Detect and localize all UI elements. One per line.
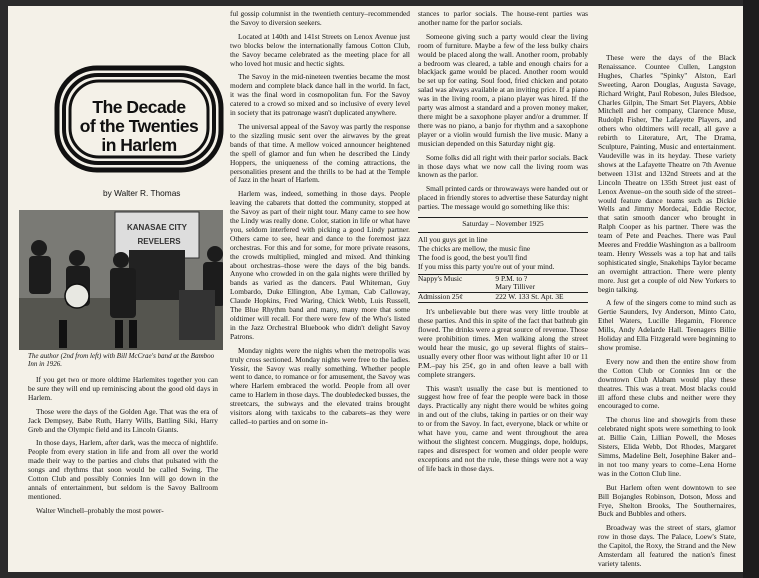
paragraph: The Savoy in the mid-nineteen twenties became the most modern and complete black dance hall in the world. In fact, it was the final word in cosmopolitan fun. For the Savoy catered to a crowd so mixed and so inclusive of every level in society that its patronage wasn't duplicated anywhere.	[230, 72, 410, 118]
column-3	[418, 10, 588, 479]
paragraph: These were the days of the Black Renaissance. Countee Cullen, Langston Hughes, Charles "Spinky" Alston, Earl Sweeting, Aaron Douglas, Augusta Savage, Richard Wright, Paul Robeson, Jules Bledsoe, Charles Gilpin, The Smart Set Players, Abbie Mitchell and her company, Clarence Muse, Rudolph Fisher, The Lafayette Players, and others who oldtimers will recall, all gave a rebirth to Literature, Art, The Drama, Sculpture, Painting, Music and entertainment. Vaudeville was in its heyday. These variety shows at the Lafayette Theatre on 7th Avenue between 131st and 132nd Streets and at the Lincoln Theatre on 135th Street just east of Lenox Avenue–on the south side of the street–would feature dance teams such as Dickie Wells and Jimmy Mordecai, Eddie Rector, that satin smooth dancer who brought in Ralph Cooper as his partner. There was the team of Pete and Peaches. There was Paul Meeres and Freddie Washington as a ballroom team. Henry Wessels was a top hat and tails sophisticated single, Snakehips Taylor became an overnight attraction. There were plenty more. Just get a couple of old New Yorkers to begin talking.	[598, 53, 736, 294]
column-1	[28, 376, 218, 521]
flyer-details	[418, 274, 588, 303]
byline: by Walter R. Thomas	[103, 188, 181, 198]
paragraph: In those days, Harlem, after dark, was the mecca of nightlife. People from every station in life and from all over the world made their way to the parties and clubs that pulsated with the songs and rhythms that soon would be called Swing. The Cotton Club and possibly Connies Inn will go down in the annals of entertainment, but seldom is the Savoy Ballroom mentioned.	[28, 438, 218, 501]
flyer-line: The chicks are mellow, the music fine	[418, 243, 531, 253]
paragraph: If you get two or more oldtime Harlemites together you can be sure they will end up reminiscing about the good old days in Harlem.	[28, 375, 218, 402]
paragraph: Those were the days of the Golden Age. That was the era of Jack Dempsey, Babe Ruth, Harry Wills, Battling Siki, Harry Greb and the Olympic field and its Lincoln Giants.	[28, 406, 218, 434]
paragraph: ful gossip columnist in the twentieth century–recommended the Savoy to diversion seekers.	[230, 9, 410, 27]
column-2	[230, 10, 410, 432]
paragraph: A few of the singers come to mind such as Gertie Saunders, Ivy Anderson, Minto Cato, Ethel Waters, Lucille Hegamin, Florence Mills, Andy Adelarde Hall. Teenagers Billie Holiday and Ella Fitzgerald were beginning to show promise.	[598, 298, 736, 352]
flyer-heading: Saturday – November 1925	[462, 219, 544, 229]
flyer-cell: 222 W. 133 St. Apt. 3E	[495, 292, 564, 302]
flyer-line: All you guys get in line	[418, 234, 488, 244]
title-line: of the Twenties	[79, 116, 199, 136]
page-edge	[743, 0, 759, 578]
paragraph: It's unbelievable but there was very little trouble at these parties. And this in spite of the fact that bathtub gin flowed. The drinks were a great source of revenue. Those were prohibition times. Men walking along the street would hear the music, go up several flights of stairs–usually every other floor was without light after 10 or 11 P.M.–pay his 25¢, go in and often leave a ball with complete strangers.	[418, 307, 588, 379]
flyer-line: The food is good, the best you'll find	[418, 252, 527, 262]
flyer-cell: 9 P.M. to ?	[495, 273, 528, 283]
paragraph: Broadway was the street of stars, glamor row in those days. The Palace, Loew's State, the Capitol, the Roxy, the Strand and the New Amsterdam all featured the nation's finest variety talents.	[598, 523, 736, 568]
paragraph: Located at 140th and 141st Streets on Lenox Avenue just two blocks below the internationally famous Cotton Club, the Savoy became celebrated as the meeting place for all who loved hot music and hectic sights.	[230, 31, 410, 68]
paragraph: The universal appeal of the Savoy was partly the response to the sizzling music sent over the airwaves by the great bands of that time. A mellow voiced announcer heightened the spell of glamor and fun when he described the Lindy Hoppers, the uniqueness of the coming attractions, the personalities present and the thrills to be had at the Temple of Jazz in the heart of Harlem.	[230, 121, 410, 185]
paragraph: Small printed cards or throwaways were handed out or placed in friendly stores to advertise these Saturday night parties. The message would go something like this:	[418, 184, 588, 212]
title-line: The Decade	[92, 97, 186, 117]
paragraph: Someone giving such a party would clear the living room of furniture. Maybe a few of the less bulky chairs would be placed along the wall. Another room, probably a bedroom was cleared, a table and enough chairs for a blackjack game would be placed. Another room would be set up for eating. Soul food, fried chicken and potato salad was always available at an inviting price. If a piano was in the living room, a piano player was hired. If the party was almost a standard and a proven money maker, there might be a saxophone player and/or a drummer. If there was no piano, a banjo for rhythm and a saxophone player or a violin would furnish the live music. Many a musician depended on this Saturday night gig.	[418, 31, 588, 148]
flyer-cell: Mary Tilliver	[495, 282, 536, 292]
magazine-page	[8, 6, 743, 572]
flyer-rhyme	[418, 233, 588, 274]
title-line: in Harlem	[101, 135, 177, 155]
column-4	[598, 54, 736, 572]
paragraph: Walter Winchell–probably the most power-	[36, 505, 164, 515]
band-photo	[19, 210, 223, 350]
paragraph: Some folks did all right with their parlor socials. Back in those days what we now call the living room was known as the parlor.	[418, 152, 588, 180]
photo-caption: The author (2nd from left) with Bill McCrae's band at the Bamboo Inn in 1926.	[28, 352, 215, 369]
paragraph: Every now and then the entire show from the Cotton Club or Connies Inn or the downtown Club Alabam would play these theatres. This was a treat. Most blacks could ill afford these clubs and neither were they encouraged to come.	[598, 356, 736, 411]
party-flyer	[418, 217, 588, 303]
flyer-cell: Admission 25¢	[418, 292, 463, 302]
paragraph: But Harlem often went downtown to see Bill Bojangles Robinson, Dotson, Moss and Frye, Shelton Brooks, The Southernaires, Buck and Bubbles and others.	[598, 482, 736, 519]
photo-sign-line: REVELERS	[137, 237, 181, 246]
paragraph: Monday nights were the nights when the metropolis was truly cross sectioned. Monday nights were free to the ladies. Yessir, the Savoy was really something. Whether people went to dance, to romance or for amusement, the Savoy was where Harlem embraced the world. People from all over came to Harlem in those days. The doubledecked busses, the streetcars, the subways and the elevated trains brought visitors along with taxicabs to the cabarets–as they were called–to parties and on some in-	[230, 345, 410, 426]
title-block	[53, 64, 225, 174]
paragraph: stances to parlor socials. The house-rent parties was another name for the parlor socials.	[418, 9, 588, 27]
flyer-line: If you miss this party you're out of your mind.	[418, 261, 555, 271]
flyer-cell: Nappy's Music	[418, 273, 463, 283]
article-title	[53, 98, 225, 155]
photo-sign-line: KANASAE CITY	[126, 223, 188, 232]
paragraph: Harlem was, indeed, something in those days. People leaving the cabarets that dotted the community, stopped at the Savoy as part of their night tour. Many came to see how the Lindy was really done. Color, station in life or what have you, seldom interfered with picking a good Lindy partner. Others came to see, hear and dance to the foremost jazz orchestras. For this and for some, for more private reasons, the crowds multiplied, mingled and mixed. And thinking about orchestras–those were the days of the big bands. Anyone who crowded in on the gala nights were thrilled by bands as varied as the dancers. Paul Whiteman, Guy Lombardo, Duke Ellington, Abe Lyman, Cab Calloway, Claude Hopkins, Fred Waring, Chick Webb, Luis Russell, The Blue Rhythm band and many, many more that some oldtimer will recall. For there were few of the Who's listed in the Jazz Orchestral Bluebook who didn't delight Savoy Patrons.	[230, 189, 410, 341]
paragraph: This wasn't usually the case but is mentioned to suggest how free of fear the people were back in those days. Practically any night there would be whites going in and out of the clubs, taking in parties or on their way to or from the Savoy. In fact, everyone, black or white or what have you, came and went throughout the area without the slightest concern. Muggings, dope, holdups, rapes and disrespect for women and older people were exceptions and not the rule, these things were not a way of life back in those days.	[418, 383, 588, 473]
paragraph: The chorus line and showgirls from these celebrated night spots were something to look at. Billie Cain, Lillian Powell, the Moses Sisters, Elida Webb, Dot Rhodes, Margaret Simms, Madeline Belt, Josephine Baker and–in not too many years to come–Lena Horne was in the Cotton Club line.	[598, 415, 736, 478]
